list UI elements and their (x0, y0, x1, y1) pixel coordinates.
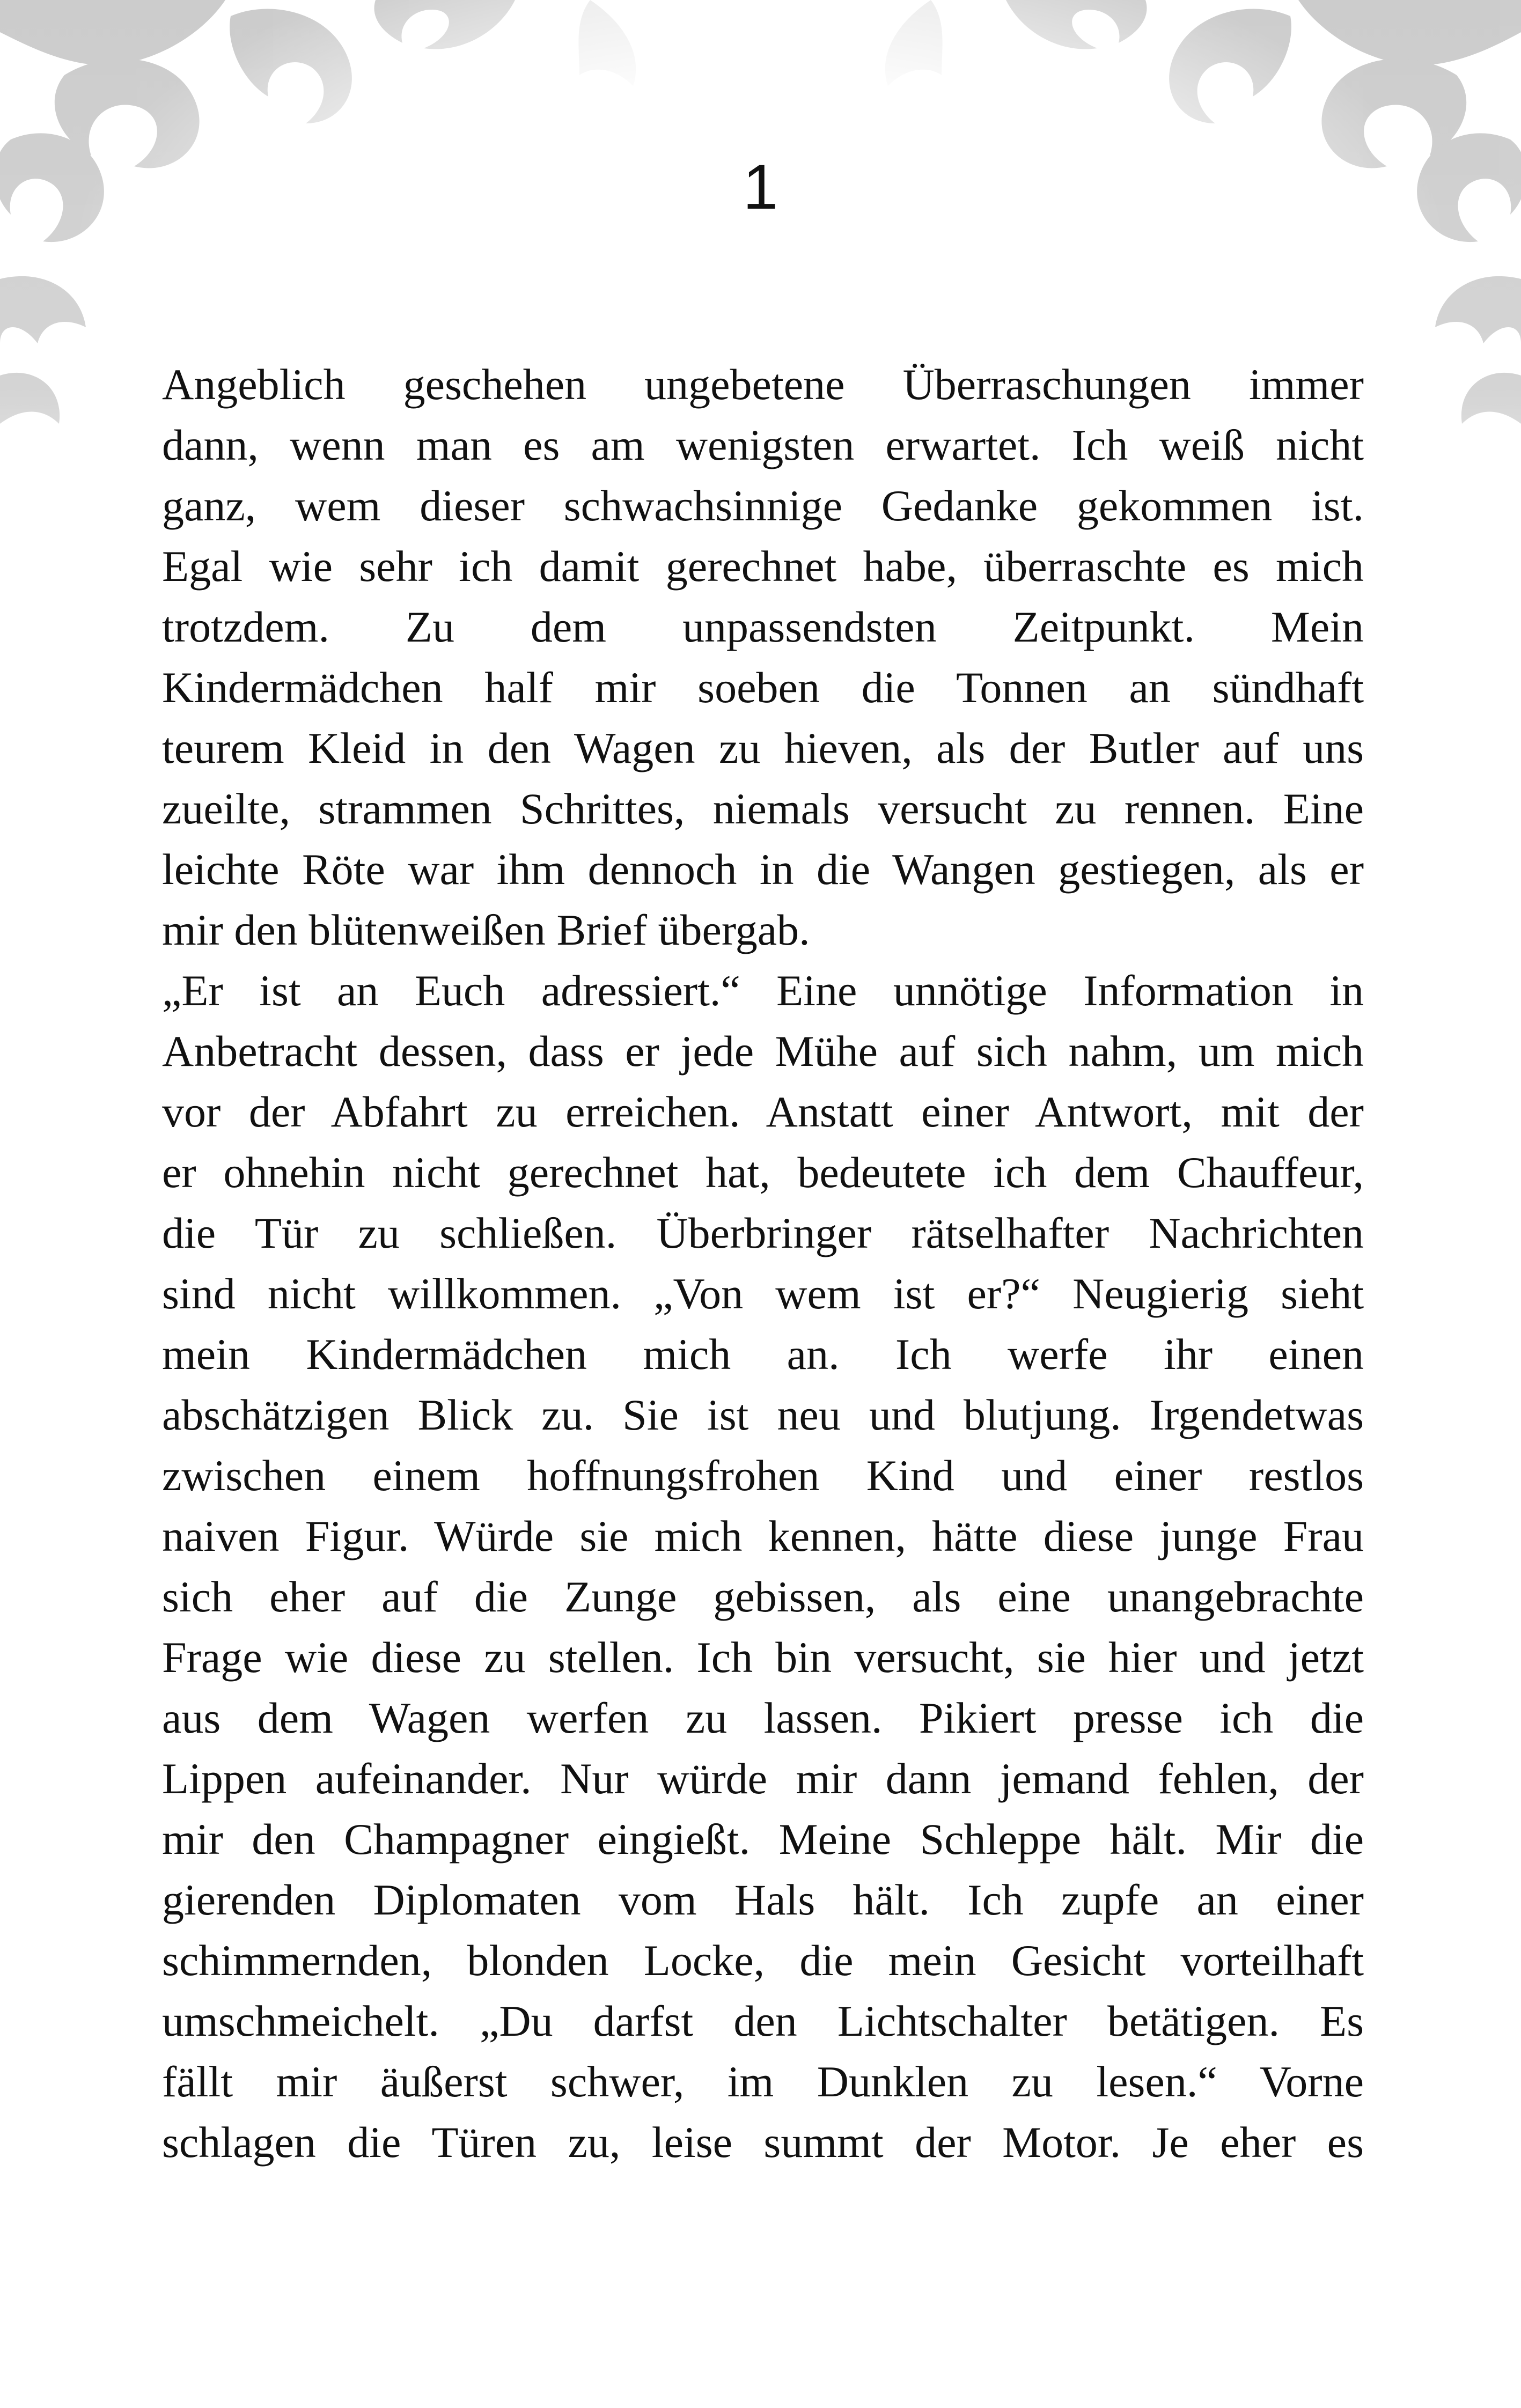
text-line: zwischen einem hoffnungsfrohen Kind und einer restlos (162, 1451, 1364, 1500)
text-line: Kindermädchen half mir soeben die Tonnen an sündhaft (162, 663, 1364, 712)
text-line: sich eher auf die Zunge gebissen, als eine unangebrachte (162, 1572, 1364, 1621)
chapter-number: 1 (743, 152, 778, 223)
chapter-body-text (162, 354, 1364, 2173)
text-line: schimmernden, blonden Locke, die mein Gesicht vorteilhaft (162, 1936, 1364, 1985)
text-line: er ohnehin nicht gerechnet hat, bedeutete ich dem Chauffeur, (162, 1148, 1364, 1197)
text-line: aus dem Wagen werfen zu lassen. Pikiert presse ich die (162, 1693, 1364, 1742)
text-line: fällt mir äußerst schwer, im Dunklen zu lesen.“ Vorne (162, 2057, 1364, 2106)
text-line: naiven Figur. Würde sie mich kennen, hätte diese junge Frau (162, 1512, 1364, 1560)
text-line: mein Kindermädchen mich an. Ich werfe ihr einen (162, 1330, 1364, 1379)
text-line: sind nicht willkommen. „Von wem ist er?“ Neugierig sieht (162, 1269, 1364, 1318)
text-line: Frage wie diese zu stellen. Ich bin versucht, sie hier und jetzt (162, 1633, 1364, 1682)
text-line: gierenden Diplomaten vom Hals hält. Ich zupfe an einer (162, 1875, 1364, 1924)
text-line: „Er ist an Euch adressiert.“ Eine unnötige Information in (162, 966, 1364, 1015)
text-line: leichte Röte war ihm dennoch in die Wangen gestiegen, als er (162, 845, 1364, 894)
text-line: Angeblich geschehen ungebetene Überraschungen immer (162, 360, 1364, 409)
text-line: trotzdem. Zu dem unpassendsten Zeitpunkt. Mein (162, 602, 1364, 651)
text-line: teurem Kleid in den Wagen zu hieven, als der Butler auf uns (162, 724, 1364, 772)
text-line: Lippen aufeinander. Nur würde mir dann jemand fehlen, der (162, 1754, 1364, 1803)
text-line: ganz, wem dieser schwachsinnige Gedanke gekommen ist. (162, 481, 1364, 530)
text-line: die Tür zu schließen. Überbringer rätselhafter Nachrichten (162, 1209, 1364, 1257)
text-line: zueilte, strammen Schrittes, niemals versucht zu rennen. Eine (162, 784, 1364, 833)
text-line: umschmeichelt. „Du darfst den Lichtschalter betätigen. Es (162, 1997, 1364, 2045)
text-line: abschätzigen Blick zu. Sie ist neu und blutjung. Irgendetwas (162, 1390, 1364, 1439)
text-line: Anbetracht dessen, dass er jede Mühe auf sich nahm, um mich (162, 1027, 1364, 1076)
text-line: Egal wie sehr ich damit gerechnet habe, überraschte es mich (162, 542, 1364, 591)
text-line: schlagen die Türen zu, leise summt der Motor. Je eher es (162, 2118, 1364, 2167)
text-line: mir den Champagner eingießt. Meine Schleppe hält. Mir die (162, 1815, 1364, 1864)
text-line: vor der Abfahrt zu erreichen. Anstatt einer Antwort, mit der (162, 1087, 1364, 1136)
text-line: mir den blütenweißen Brief übergab. (162, 905, 810, 954)
text-line: dann, wenn man es am wenigsten erwartet. Ich weiß nicht (162, 421, 1364, 469)
